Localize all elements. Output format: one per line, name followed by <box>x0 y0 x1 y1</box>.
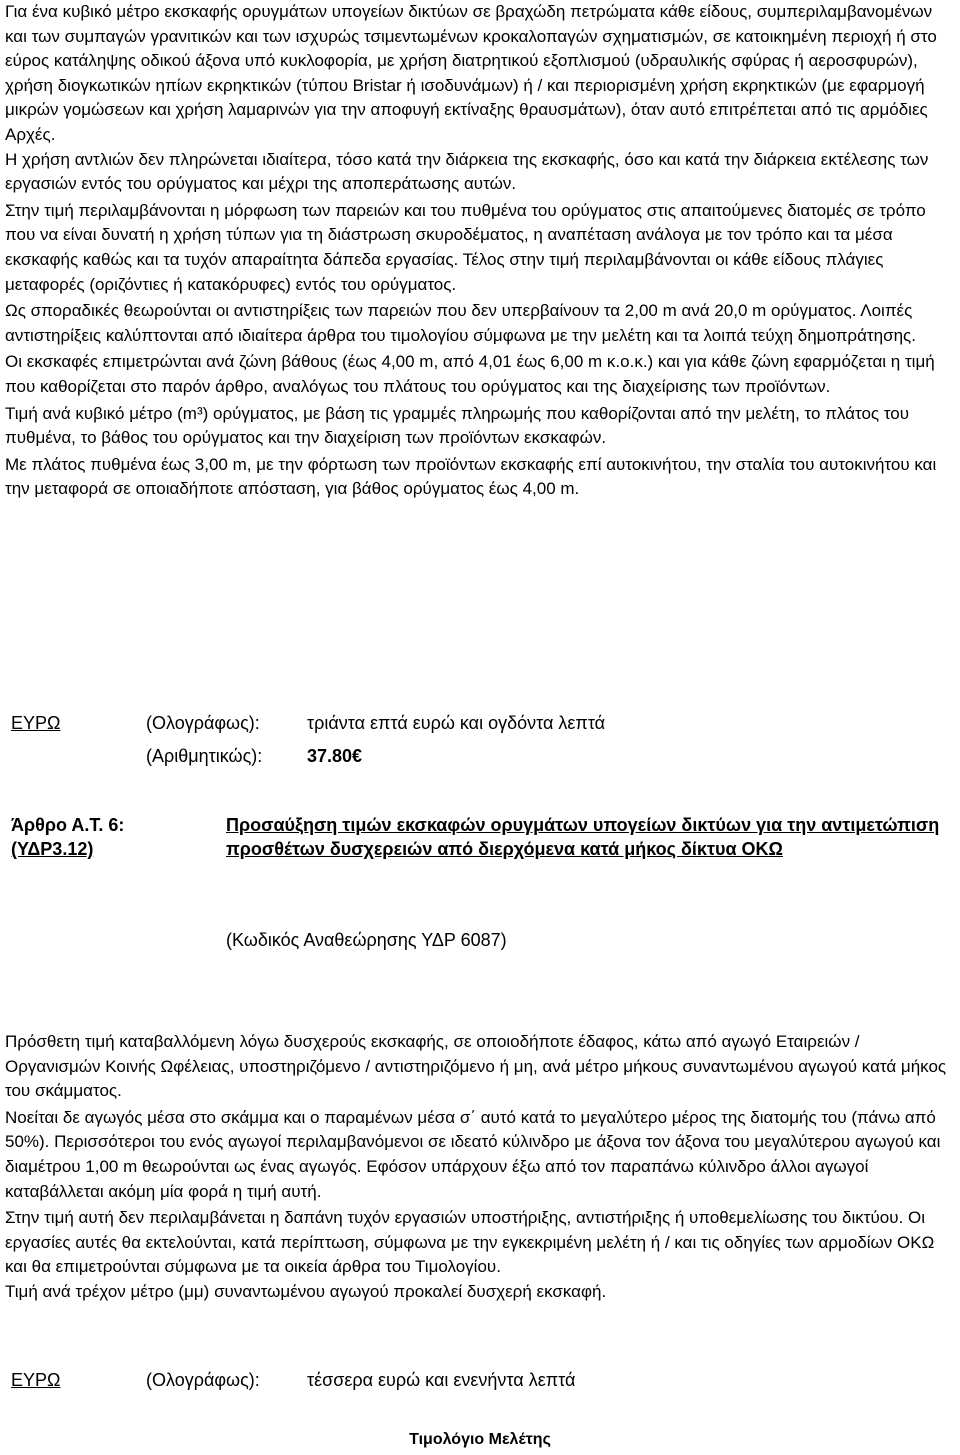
paragraph: Στην τιμή αυτή δεν περιλαμβάνεται η δαπάνη τυχόν εργασιών υποστήριξης, αντιστήριξης ή υποθεμελίωσης του δικτύου. Οι εργασίες αυτές θα εκτελούνται, κατά περίπτωση, σύμφωνα με την εγκεκριμένη μελέτη ή / και τις οδηγίες των αρμοδίων ΟΚΩ και θα επιμετρούνται σύμφωνα με τα οικεία άρθρα του Τιμολογίου. <box>5 1208 935 1277</box>
paragraph: Οι εκσκαφές επιμετρώνται ανά ζώνη βάθους (έως 4,00 m, από 4,01 έως 6,00 m κ.ο.κ.) και για κάθε ζώνη εφαρμόζεται η τιμή που καθορίζεται στο παρόν άρθρο, αναλόγως του πλάτους του ορύγματος και της διαχείρισης των προϊόντων. <box>5 352 935 396</box>
price-currency: ΕΥΡΩ <box>11 713 61 733</box>
paragraph: Πρόσθετη τιμή καταβαλλόμενη λόγω δυσχερούς εκσκαφής, σε οποιοδήποτε έδαφος, κάτω από αγωγό Εταιρειών / Οργανισμών Κοινής Ωφέλειας, υποστηριζόμενο / αντιστηριζόμενο ή μη, ανά μέτρο μήκους συναντωμένου αγωγού κατά μήκος του σκάμματος. <box>5 1032 947 1101</box>
paragraph: Με πλάτος πυθμένα έως 3,00 m, με την φόρτωση των προϊόντων εκσκαφής επί αυτοκινήτου, την σταλία του αυτοκινήτου και την μεταφορά σε οποιαδήποτε απόσταση, για βάθος ορύγματος έως 4,00 m. <box>5 454 937 499</box>
price-digits-label: (Αριθμητικώς): <box>146 746 263 766</box>
article-code-line2: (ΥΔΡ3.12) <box>11 839 94 859</box>
price-number: 37.80 <box>307 746 353 766</box>
euro-symbol: € <box>352 746 363 766</box>
price-digits-value <box>307 744 362 768</box>
section1-text <box>5 0 957 502</box>
price2-words-value: τέσσερα ευρώ και ενενήντα λεπτά <box>307 1370 576 1390</box>
section2-text <box>5 1030 957 1305</box>
paragraph: Νοείται δε αγωγός μέσα στο σκάμμα και ο παραμένων μέσα σ΄ αυτό κατά το μεγαλύτερο μέρος της διατομής του (πάνω από 50%). Περισσότεροι του ενός αγωγοί περιλαμβανόμενοι σε ιδεατό κύλινδρο με άξονα τον άξονα του μεγαλύτερου αγωγού και διαμέτρου 1,00 m θεωρούνται ως ένας αγωγός. Εφόσον υπάρχουν έξω από τον παραπάνω κύλινδρο άλλοι αγωγοί καταβάλλεται ακόμη μία φορά η τιμή αυτή. <box>5 1107 941 1201</box>
revision-code: (Κωδικός Αναθεώρησης ΥΔΡ 6087) <box>226 930 507 950</box>
article-code <box>11 813 186 861</box>
paragraph: Για ένα κυβικό μέτρο εκσκαφής ορυγμάτων υπογείων δικτύων σε βραχώδη πετρώματα κάθε είδους, συμπεριλαμβανομένων και των συμπαγών γρανιτικών και των ισχυρώς τσιμεντωμένων κροκαλοπαγών σχηματισμών, σε κατοικημένη περιοχή ή στο εύρος κατάληψης οδικού άξονα υπό κυκλοφορία, με χρήση διατρητικού εξοπλισμού (υδραυλικής σφύρας ή αεροσφυρών), χρήση διογκωτικών ηπίων εκρηκτικών (τύπου Bristar ή ισοδυνάμων) ή / και περιορισμένη χρήση εκρηκτικών (με εφαρμογή μικρών γομώσεων και χρήση λαμαρινών για την αποφυγή εκτίναξης θραυσμάτων), όταν αυτό επιτρέπεται από τις αρμόδιες Αρχές. <box>5 2 937 144</box>
paragraph: Τιμή ανά τρέχον μέτρο (μμ) συναντωμένου αγωγού προκαλεί δυσχερή εκσκαφή. <box>5 1281 607 1301</box>
price-words-label: (Ολογράφως): <box>146 713 260 733</box>
page-footer: Τιμολόγιο Μελέτης <box>409 1431 551 1448</box>
article-title: Προσαύξηση τιμών εκσκαφών ορυγμάτων υπογείων δικτύων για την αντιμετώπιση προσθέτων δυσχερειών από διερχόμενα κατά μήκος δίκτυα ΟΚΩ <box>226 815 940 859</box>
paragraph: Ως σποραδικές θεωρούνται οι αντιστηρίξεις των παρειών που δεν υπερβαίνουν τα 2,00 m ανά 20,0 m ορύγματος. Λοιπές αντιστηρίξεις καλύπτονται από ιδιαίτερα άρθρα του τιμολογίου σύμφωνα με την μελέτη και τα λοιπά τεύχη δημοπράτησης. <box>5 301 916 345</box>
price2-words-label: (Ολογράφως): <box>146 1370 260 1390</box>
paragraph: Στην τιμή περιλαμβάνονται η μόρφωση των παρειών και του πυθμένα του ορύγματος στις απαιτούμενες διατομές σε τρόπο που να είναι δυνατή η χρήση τύπων για τη διάστρωση σκυροδέματος, η αναπέταση ανάλογα με τον τρόπο και τα μέσα εκσκαφής καθώς και τα τυχόν απαραίτητα δάπεδα εργασίας. Τέλος στην τιμή περιλαμβάνονται οι κάθε είδους πλάγιες μεταφορές (οριζόντιες ή κατακόρυφες) εντός του ορύγματος. <box>5 200 926 294</box>
article-code-line1: Άρθρο Α.Τ. 6: <box>11 815 125 835</box>
price-words-value: τριάντα επτά ευρώ και ογδόντα λεπτά <box>307 713 606 733</box>
price2-currency: ΕΥΡΩ <box>11 1370 61 1390</box>
paragraph: Τιμή ανά κυβικό μέτρο (m³) ορύγματος, με βάση τις γραμμές πληρωμής που καθορίζονται από την μελέτη, το πλάτος του πυθμένα, το βάθος του ορύγματος και την διαχείριση των προϊόντων εκσκαφών. <box>5 403 910 448</box>
paragraph: Η χρήση αντλιών δεν πληρώνεται ιδιαίτερα, τόσο κατά την διάρκεια της εκσκαφής, όσο και κατά την διάρκεια εκτέλεσης των εργασιών εντός του ορύγματος και μέχρι της αποπεράτωσης αυτών. <box>5 149 929 194</box>
